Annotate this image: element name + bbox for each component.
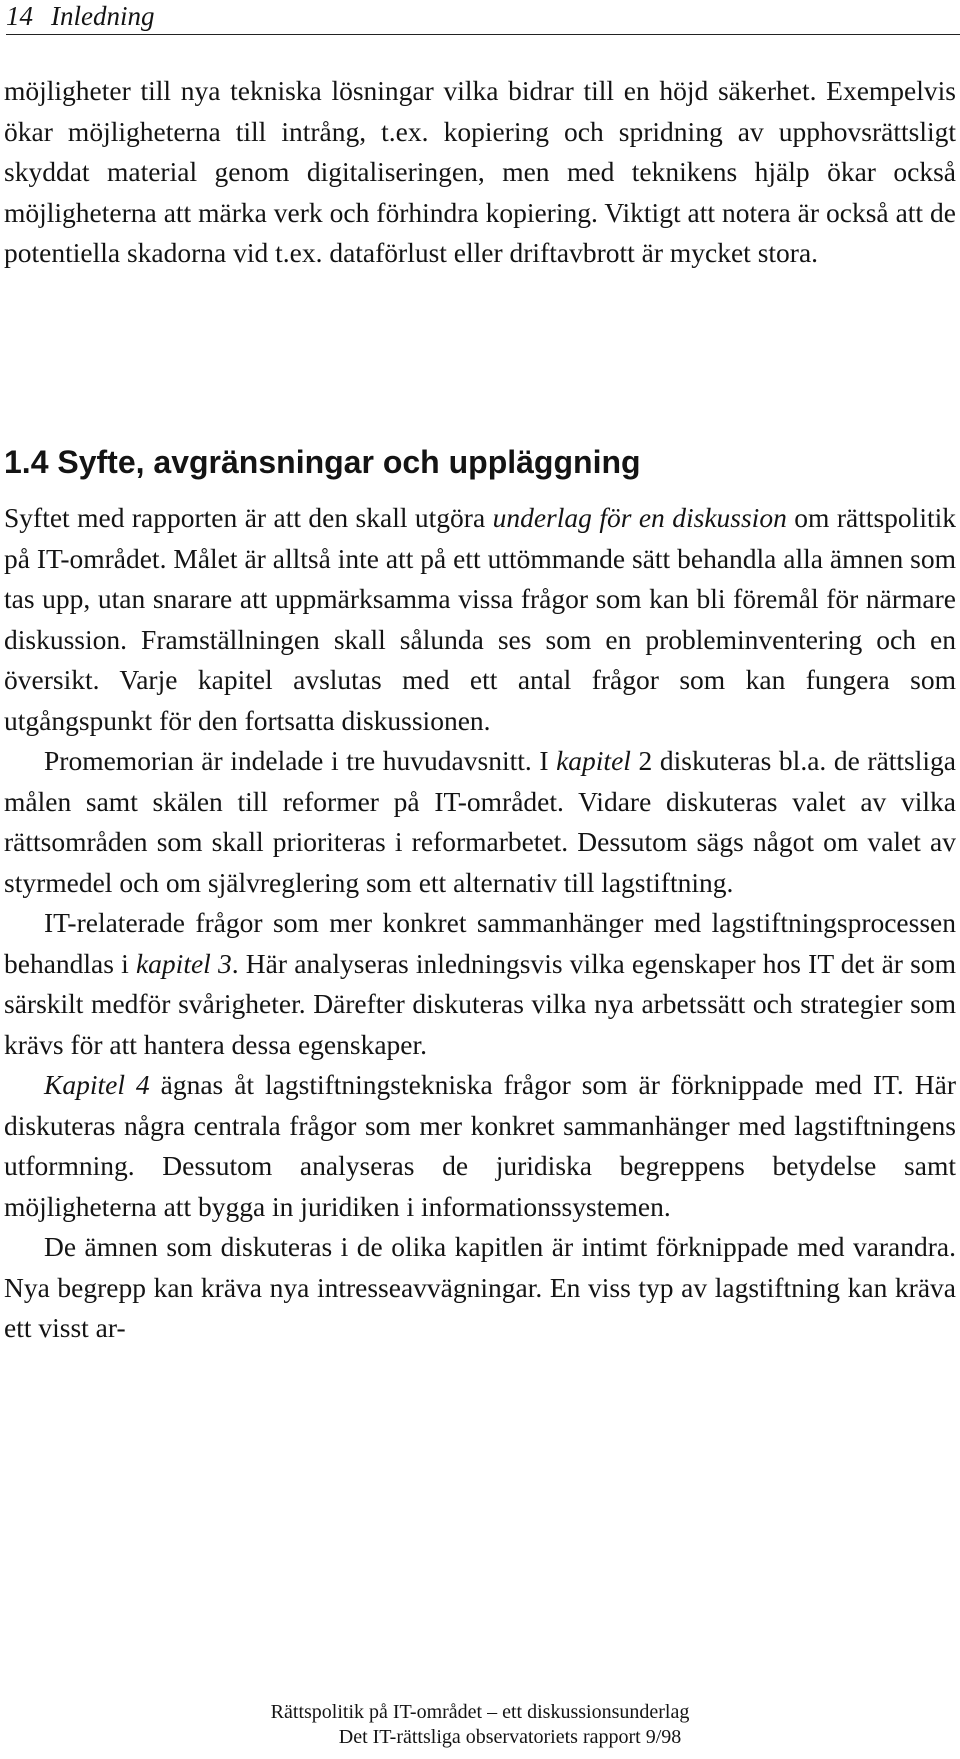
text-run: Syftet med rapporten är att den skall utgöra xyxy=(4,502,493,533)
text-run: 2 diskuteras bl.a. de rättsliga målen samt skälen till reformer på IT-området. Vidare diskuteras valet av vilka rättsområden som skall prioriteras i reformarbetet. Dessutom sägs något om valet av styrmedel och om självreglering som ett alternativ till lagstiftning. xyxy=(4,745,956,898)
emphasis-text: Kapitel 4 xyxy=(44,1069,150,1100)
emphasis-text: underlag för en diskussion xyxy=(492,502,787,533)
paragraph-closing: De ämnen som diskuteras i de olika kapitlen är intimt förknippade med varandra. Nya begrepp kan kräva nya intresseavvägningar. En viss typ av lagstiftning kan kräva ett visst ar- xyxy=(4,1231,956,1343)
section-body xyxy=(4,498,956,1349)
text-run: Promemorian är indelade i tre huvudavsnitt. I xyxy=(44,745,557,776)
page-footer xyxy=(0,1700,960,1750)
intro-paragraph: möjligheter till nya tekniska lösningar vilka bidrar till en höjd säkerhet. Exempelvis ökar möjligheterna till intrång, t.ex. kopiering och spridning av upphovsrättsligt skyddat material genom digitaliseringen, men med teknikens hjälp ökar också möjligheterna att märka verk och förhindra kopiering. Viktigt att notera är också att de potentiella skadorna vid t.ex. dataförlust eller driftavbrott är mycket stora. xyxy=(4,75,956,268)
text-run: IT-relaterade frågor som mer konkret sammanhänger med lagstiftningsprocessen behandlas i xyxy=(4,907,956,979)
paragraph-chapter-3 xyxy=(4,903,956,1065)
paragraph-chapter-2 xyxy=(4,741,956,903)
text-run: . Här analyseras inledningsvis vilka egenskaper hos IT det är som särskilt medför svårigheter. Därefter diskuteras vilka nya arbetssätt och strategier som krävs för att hantera dessa egenskaper. xyxy=(4,947,956,1060)
running-header xyxy=(6,2,960,35)
footer-publication-title: Rättspolitik på IT-området – ett diskussionsunderlag xyxy=(270,1701,690,1723)
intro-paragraph-block xyxy=(4,71,956,274)
emphasis-text: kapitel xyxy=(556,745,631,776)
paragraph-chapter-4 xyxy=(4,1065,956,1227)
footer-series: Det IT-rättsliga observatoriets rapport 9/98 xyxy=(338,1726,682,1748)
text-run: ägnas åt lagstiftningstekniska frågor som är förknippade med IT. Här diskuteras några centrala frågor som mer konkret sammanhänger med lagstiftningens utformning. Dessutom analyseras de juridiska begreppens betydelse samt möjligheterna att bygga in juridiken i informationssystemen. xyxy=(4,1069,956,1222)
emphasis-text: kapitel 3 xyxy=(135,947,232,979)
paragraph-purpose xyxy=(4,498,956,741)
text-run: om rättspolitik på IT-området. Målet är alltså inte att på ett uttömmande sätt behandla alla ämnen som tas upp, utan snarare att uppmärksamma vissa frågor som kan bli föremål för närmare diskussion. Framställningen skall sålunda ses som en probleminventering och en översikt. Varje kapitel avslutas med ett antal frågor som kan fungera som utgångspunkt för den fortsatta diskussionen. xyxy=(4,502,956,736)
section-heading: 1.4 Syfte, avgränsningar och uppläggning xyxy=(4,444,641,480)
page-number: 14 xyxy=(6,1,33,31)
chapter-title: Inledning xyxy=(51,1,155,31)
